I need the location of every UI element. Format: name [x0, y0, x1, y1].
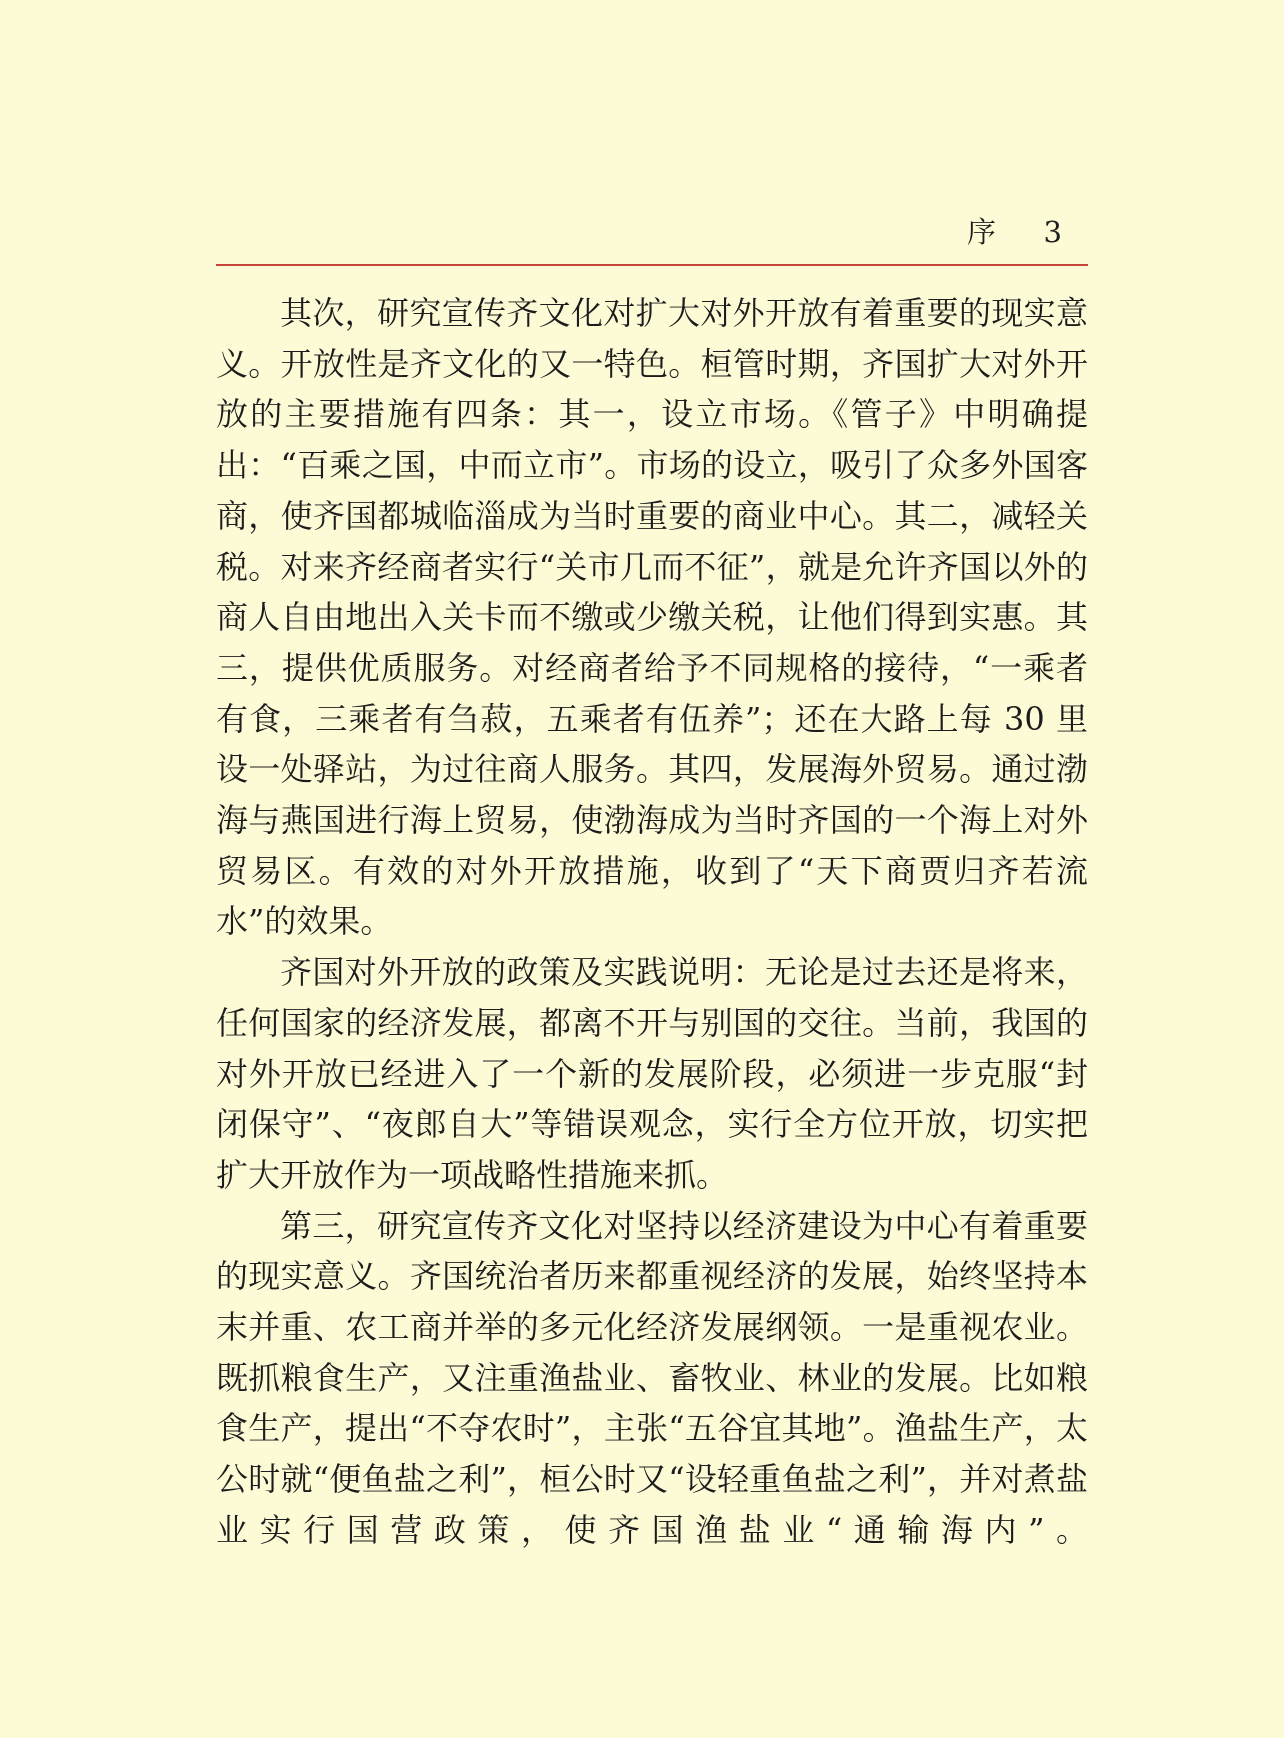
header-page-number: 3 — [1043, 215, 1062, 249]
header-rule — [216, 264, 1088, 266]
body-text — [216, 288, 1088, 1556]
paragraph: 齐国对外开放的政策及实践说明：无论是过去还是将来，任何国家的经济发展，都离不开与别国的交往。当前，我国的对外开放已经进入了一个新的发展阶段，必须进一步克服“封闭保守”、“夜郎自大”等错误观念，实行全方位开放，切实把扩大开放作为一项战略性措施来抓。 — [216, 953, 1088, 1194]
paragraph: 其次，研究宣传齐文化对扩大对外开放有着重要的现实意义。开放性是齐文化的又一特色。桓管时期，齐国扩大对外开放的主要措施有四条：其一，设立市场。《管子》中明确提出：“百乘之国，中而立市”。市场的设立，吸引了众多外国客商，使齐国都城临淄成为当时重要的商业中心。其二，减轻关税。对来齐经商者实行“关市几而不征”，就是允许齐国以外的商人自由地出入关卡而不缴或少缴关税，让他们得到实惠。其三，提供优质服务。对经商者给予不同规格的接待，“一乘者有食，三乘者有刍菽，五乘者有伍养”；还在大路上每 30 里设一处驿站，为过往商人服务。其四，发展海外贸易。通过渤海与燕国进行海上贸易，使渤海成为当时齐国的一个海上对外贸易区。有效的对外开放措施，收到了“天下商贾归齐若流水”的效果。 — [216, 294, 1088, 941]
running-header — [216, 214, 1088, 250]
paragraph: 第三，研究宣传齐文化对坚持以经济建设为中心有着重要的现实意义。齐国统治者历来都重视经济的发展，始终坚持本末并重、农工商并举的多元化经济发展纲领。一是重视农业。既抓粮食生产，又注重渔盐业、畜牧业、林业的发展。比如粮食生产，提出“不夺农时”，主张“五谷宜其地”。渔盐生产，太公时就“便鱼盐之利”，桓公时又“设轻重鱼盐之利”，并对煮盐业实行国营政策，使齐国渔盐业“通输海内”。 — [216, 1206, 1088, 1549]
header-section-title: 序 — [966, 215, 996, 249]
